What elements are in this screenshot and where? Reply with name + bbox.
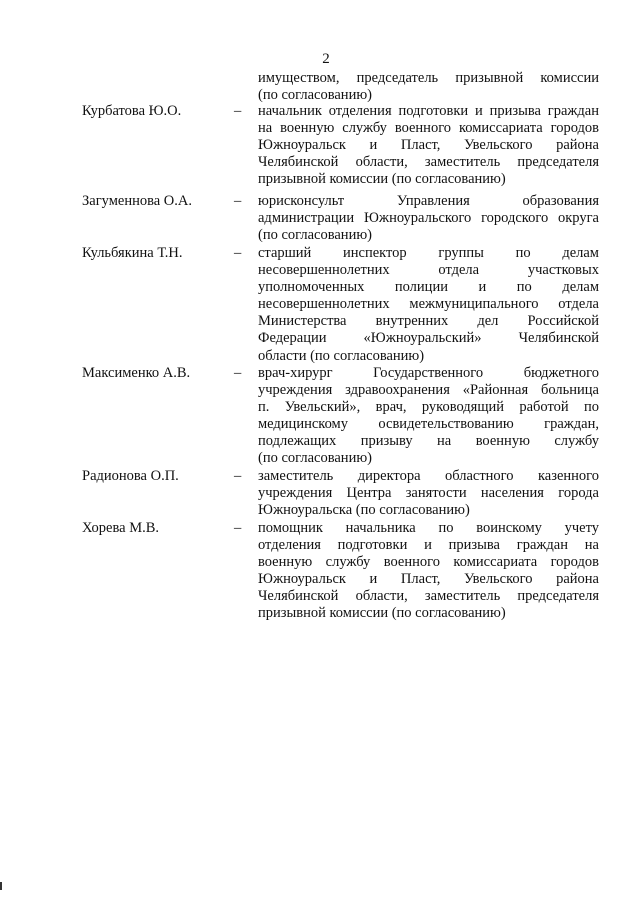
position-line: области (по согласованию) xyxy=(258,347,425,364)
position-line: (по согласованию) xyxy=(258,227,372,244)
member-name: Загуменнова О.А. xyxy=(82,193,192,209)
position-line: начальник отделения подготовки и призыва граждан xyxy=(258,103,599,119)
member-dash: – xyxy=(234,103,242,119)
member-name: Курбатова Ю.О. xyxy=(82,103,182,119)
position-line: (по согласованию) xyxy=(258,450,372,467)
member-position xyxy=(258,468,599,519)
position-line: учреждения Центра занятости населения города xyxy=(258,485,599,502)
position-line: несовершеннолетних межмуниципального отдела xyxy=(258,296,599,313)
position-line: юрисконсульт Управления образования xyxy=(258,193,599,209)
member-name: Радионова О.П. xyxy=(82,468,179,484)
position-line: призывной комиссии (по согласованию) xyxy=(258,171,506,188)
position-line: Федерации «Южноуральский» Челябинской xyxy=(258,330,599,347)
position-line: врач-хирург Государственного бюджетного xyxy=(258,365,599,381)
member-dash: – xyxy=(234,193,242,209)
intro-line: имуществом, председатель призывной комиссии xyxy=(258,70,599,86)
page-number: 2 xyxy=(322,51,330,67)
intro-continuation xyxy=(258,70,599,104)
position-line: заместитель директора областного казенного xyxy=(258,468,599,484)
member-dash: – xyxy=(234,468,242,484)
position-line: Челябинской области, заместитель председателя xyxy=(258,588,599,605)
member-position xyxy=(258,103,599,188)
position-line: подлежащих призыву на военную службу xyxy=(258,433,599,450)
position-line: Челябинской области, заместитель председателя xyxy=(258,154,599,171)
position-line: п. Увельский», врач, руководящий работой по xyxy=(258,399,599,416)
position-line: отделения подготовки и призыва граждан на xyxy=(258,537,599,554)
member-dash: – xyxy=(234,365,242,381)
member-position xyxy=(258,245,599,365)
position-line: Южноуральск и Пласт, Увельского района xyxy=(258,571,599,588)
member-name: Хорева М.В. xyxy=(82,520,160,536)
position-line: Министерства внутренних дел Российской xyxy=(258,313,599,330)
member-dash: – xyxy=(234,245,242,261)
position-line: Южноуральск и Пласт, Увельского района xyxy=(258,137,599,154)
position-line: уполномоченных полиции и по делам xyxy=(258,279,599,296)
member-name: Максименко А.В. xyxy=(82,365,191,381)
member-position xyxy=(258,365,599,468)
position-line: несовершеннолетних отдела участковых xyxy=(258,262,599,279)
position-line: на военную службу военного комиссариата городов xyxy=(258,120,599,137)
member-name: Кульбякина Т.Н. xyxy=(82,245,183,261)
position-line: учреждения здравоохранения «Районная больница xyxy=(258,382,599,399)
scan-edge-mark xyxy=(0,882,2,890)
position-line: призывной комиссии (по согласованию) xyxy=(258,605,506,622)
intro-line: (по согласованию) xyxy=(258,87,372,104)
member-dash: – xyxy=(234,520,242,536)
position-line: старший инспектор группы по делам xyxy=(258,245,599,261)
position-line: Южноуральска (по согласованию) xyxy=(258,502,470,519)
position-line: администрации Южноуральского городского округа xyxy=(258,210,599,227)
position-line: помощник начальника по воинскому учету xyxy=(258,520,599,536)
position-line: военную службу военного комиссариата городов xyxy=(258,554,599,571)
position-line: медицинскому освидетельствованию граждан, xyxy=(258,416,599,433)
member-position xyxy=(258,193,599,244)
member-position xyxy=(258,520,599,623)
